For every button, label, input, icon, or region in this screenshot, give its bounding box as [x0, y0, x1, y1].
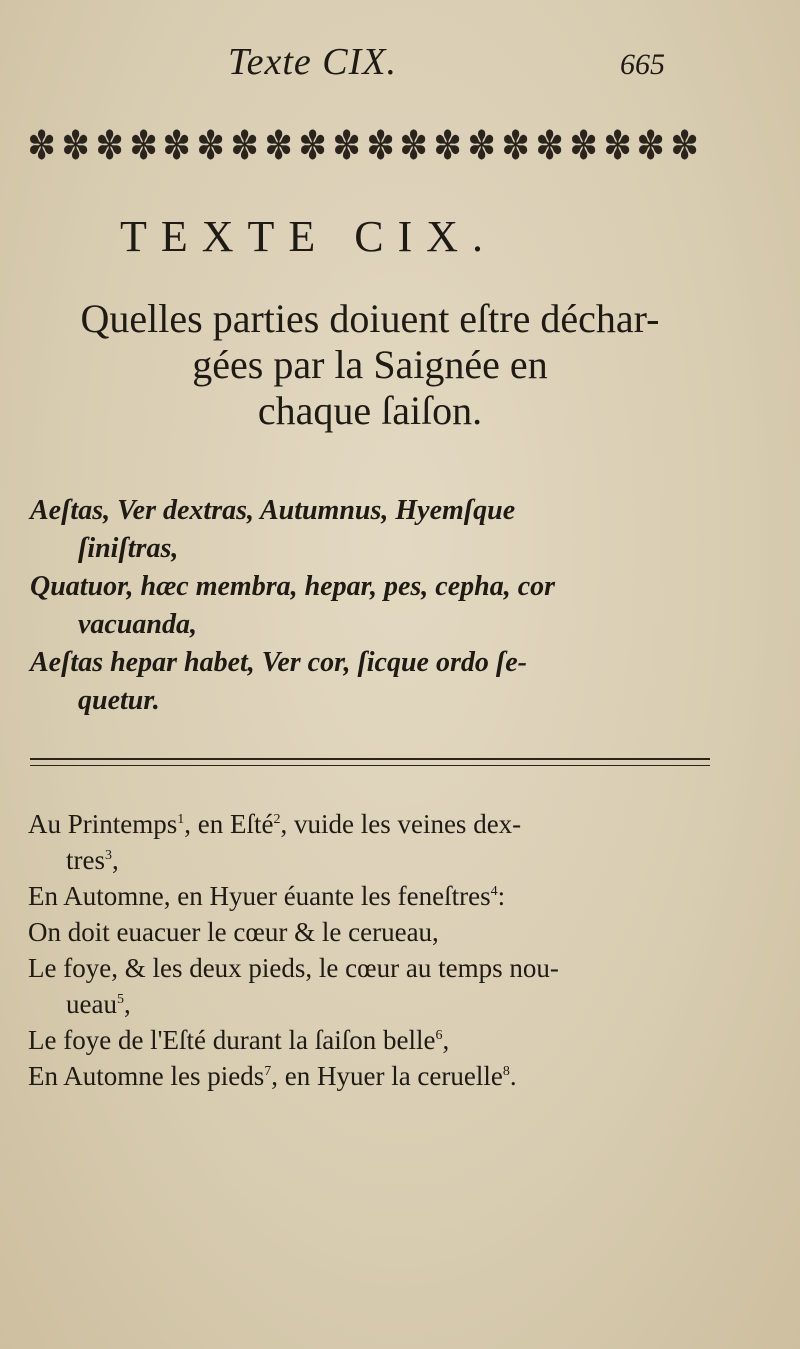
fleuron-icon: ✽ [535, 123, 563, 168]
fleuron-icon: ✽ [61, 123, 89, 168]
question-line: gées par la Saignée en [192, 342, 548, 387]
footnote-marker: 1 [177, 812, 185, 827]
line-text: Le foye, & les deux pieds, le cœur au temps nou- [28, 953, 559, 983]
footnote-marker: 3 [104, 848, 112, 863]
question-title [40, 296, 700, 434]
line-text: : [497, 881, 506, 911]
translation-line [28, 914, 718, 950]
french-translation [28, 806, 718, 1094]
line-text: , en Eſté [184, 809, 274, 839]
latin-verse [30, 494, 720, 722]
translation-line [28, 806, 718, 842]
fleuron-icon: ✽ [332, 123, 359, 168]
translation-line [28, 842, 718, 878]
fleuron-icon: ✽ [670, 123, 698, 168]
fleuron-icon: ✽ [196, 123, 224, 168]
footnote-marker: 8 [502, 1064, 510, 1079]
fleuron-icon: ✽ [636, 123, 664, 168]
line-text: , [442, 1025, 450, 1055]
section-heading: TEXTE CIX. [120, 212, 498, 261]
footnote-marker: 5 [116, 992, 124, 1007]
verse-line: Aeſtas hepar habet, Ver cor, ſicque ordo ſe- [30, 647, 527, 678]
fleuron-icon: ✽ [162, 123, 190, 168]
running-title: Texte CIX. [228, 41, 398, 83]
translation-line [28, 878, 718, 914]
fleuron-icon: ✽ [365, 123, 393, 168]
line-text: , [123, 989, 131, 1019]
translation-line [28, 986, 718, 1022]
line-text: Au Printemps [28, 809, 178, 839]
footnote-marker: 7 [264, 1064, 272, 1079]
translation-line [28, 1058, 718, 1094]
question-line: Quelles parties doiuent eſtre déchar- [80, 296, 660, 341]
translation-line [28, 1022, 718, 1058]
fleuron-icon: ✽ [569, 123, 596, 168]
fleuron-icon: ✽ [264, 123, 292, 168]
verse-line: quetur. [78, 685, 160, 716]
line-text: , vuide les veines dex- [280, 809, 522, 839]
fleuron-icon: ✽ [433, 123, 461, 168]
line-text: ueau [66, 989, 117, 1019]
footnote-marker: 2 [273, 812, 281, 827]
fleuron-icon: ✽ [95, 123, 122, 168]
fleuron-icon: ✽ [298, 123, 326, 168]
fleuron-icon: ✽ [399, 123, 427, 168]
line-text: . [509, 1061, 517, 1091]
fleuron-icon: ✽ [128, 123, 156, 168]
fleuron-icon: ✽ [230, 123, 258, 168]
running-head [0, 40, 800, 90]
footnote-marker: 6 [435, 1028, 443, 1043]
fleuron-icon: ✽ [467, 123, 495, 168]
fleuron-icon: ✽ [27, 123, 55, 168]
verse-line: ſiniſtras, [78, 533, 179, 564]
line-text: On doit euacuer le cœur & le cerueau, [28, 917, 439, 947]
line-text: , [111, 845, 119, 875]
line-text: tres [66, 845, 105, 875]
verse-line: vacuanda, [78, 609, 197, 640]
line-text: Le foye de l'Eſté durant la ſaiſon belle [28, 1025, 436, 1055]
translation-line [28, 950, 718, 986]
line-text: , en Hyuer la ceruelle [271, 1061, 503, 1091]
ornament-band [25, 120, 700, 172]
line-text: En Automne les pieds [28, 1061, 265, 1091]
verse-line: Quatuor, hæc membra, hepar, pes, cepha, cor [30, 571, 556, 602]
divider-rule [30, 758, 710, 766]
fleuron-icon: ✽ [602, 123, 630, 168]
line-text: En Automne, en Hyuer éuante les feneſtres [28, 881, 491, 911]
page-number: 665 [620, 48, 665, 81]
fleuron-icon: ✽ [501, 123, 529, 168]
footnote-marker: 4 [490, 884, 498, 899]
question-line: chaque ſaiſon. [257, 388, 483, 433]
verse-line: Aeſtas, Ver dextras, Autumnus, Hyemſque [30, 495, 516, 526]
